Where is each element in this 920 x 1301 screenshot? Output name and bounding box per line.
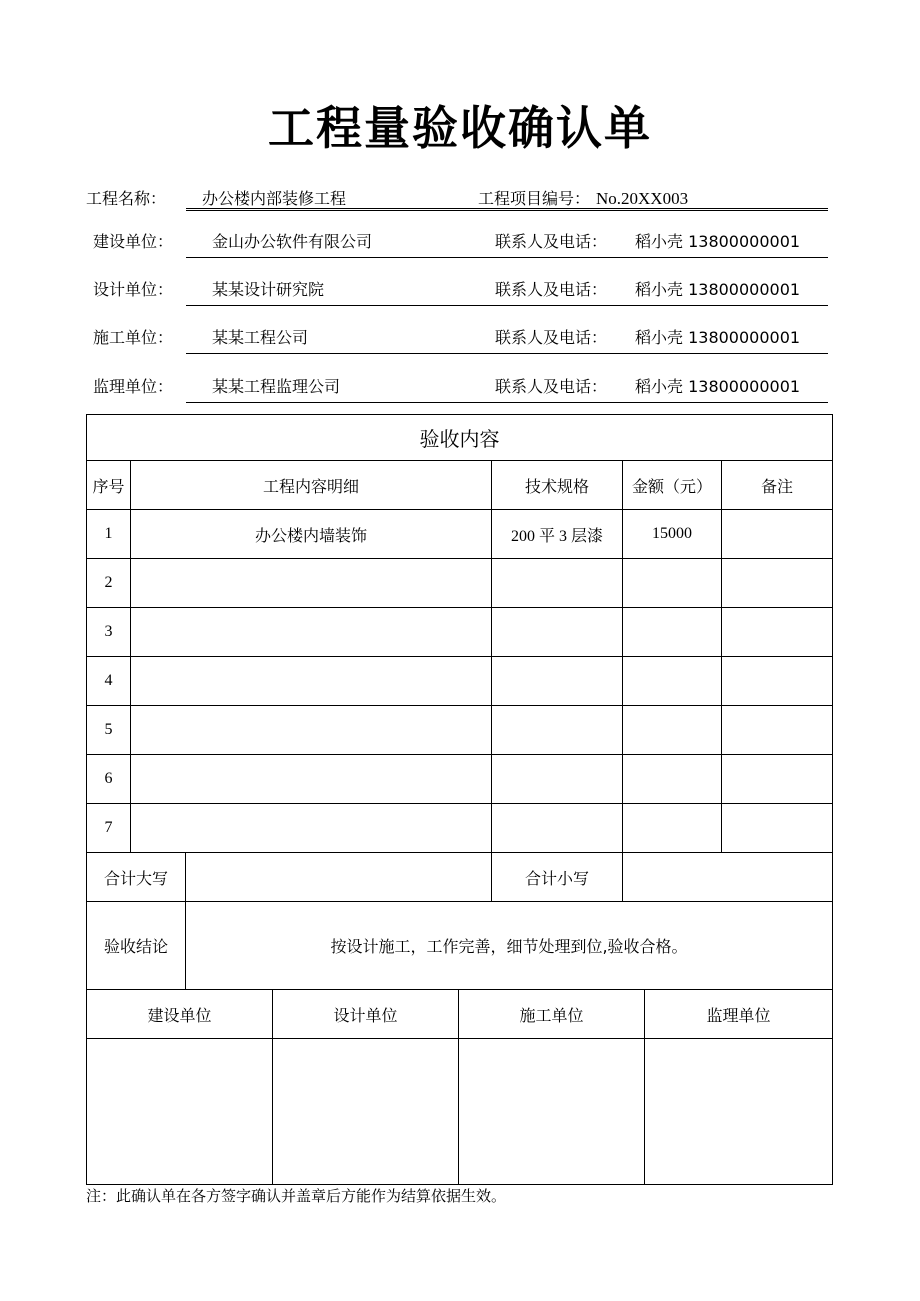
table-row — [87, 706, 833, 755]
row-remark[interactable] — [722, 608, 833, 657]
row-spec[interactable]: 200 平 3 层漆 — [492, 510, 623, 559]
row-remark[interactable] — [722, 510, 833, 559]
row-remark[interactable] — [722, 657, 833, 706]
row-detail[interactable] — [131, 755, 492, 804]
total-row — [87, 853, 833, 902]
row-detail[interactable] — [131, 706, 492, 755]
sign-header-supervision: 监理单位 — [645, 990, 833, 1039]
table-row — [87, 510, 833, 559]
project-info-row — [86, 175, 828, 211]
table-row — [87, 755, 833, 804]
header-amount: 金额（元） — [623, 461, 722, 510]
sign-box-builder[interactable] — [459, 1039, 645, 1185]
contact-value: 稻小壳 13800000001 — [635, 280, 801, 299]
contact-value: 稻小壳 13800000001 — [635, 377, 801, 396]
underline — [186, 353, 828, 354]
unit-value: 金山办公软件有限公司 — [212, 232, 373, 251]
row-amount[interactable] — [623, 559, 722, 608]
row-no: 7 — [87, 804, 131, 853]
row-no: 2 — [87, 559, 131, 608]
underline — [186, 208, 828, 211]
sign-box-supervision[interactable] — [645, 1039, 833, 1185]
unit-row-construction — [86, 222, 828, 258]
table-row — [87, 657, 833, 706]
row-remark[interactable] — [722, 559, 833, 608]
section-title: 验收内容 — [87, 415, 833, 461]
row-amount[interactable] — [623, 706, 722, 755]
row-detail[interactable] — [131, 657, 492, 706]
unit-label: 设计单位： — [93, 280, 174, 299]
row-amount[interactable] — [623, 755, 722, 804]
unit-value: 某某工程监理公司 — [212, 377, 341, 396]
total-lower-label: 合计小写 — [492, 853, 623, 902]
unit-value: 某某工程公司 — [212, 328, 309, 347]
total-lower-value[interactable] — [623, 853, 833, 902]
row-spec[interactable] — [492, 706, 623, 755]
header-remark: 备注 — [722, 461, 833, 510]
contact-value: 稻小壳 13800000001 — [635, 232, 801, 251]
header-detail: 工程内容明细 — [131, 461, 492, 510]
row-no: 3 — [87, 608, 131, 657]
row-detail[interactable] — [131, 804, 492, 853]
row-spec[interactable] — [492, 755, 623, 804]
sign-box-construction[interactable] — [87, 1039, 273, 1185]
table-row — [87, 804, 833, 853]
table-row — [87, 608, 833, 657]
total-upper-value[interactable] — [186, 853, 492, 902]
row-no: 4 — [87, 657, 131, 706]
row-remark[interactable] — [722, 755, 833, 804]
row-spec[interactable] — [492, 804, 623, 853]
header-row — [87, 461, 833, 510]
row-detail[interactable] — [131, 608, 492, 657]
row-no: 6 — [87, 755, 131, 804]
row-amount[interactable] — [623, 657, 722, 706]
signature-body-row — [87, 1039, 833, 1185]
sign-header-builder: 施工单位 — [459, 990, 645, 1039]
project-code-value: No.20XX003 — [596, 189, 689, 208]
sign-header-design: 设计单位 — [273, 990, 459, 1039]
underline — [186, 257, 828, 258]
row-remark[interactable] — [722, 804, 833, 853]
row-spec[interactable] — [492, 657, 623, 706]
acceptance-table — [86, 414, 833, 990]
project-code-label: 工程项目编号： — [478, 189, 591, 208]
conclusion-row — [87, 902, 833, 990]
row-no: 1 — [87, 510, 131, 559]
project-name-value: 办公楼内部装修工程 — [202, 189, 347, 208]
total-upper-label: 合计大写 — [87, 853, 186, 902]
contact-label: 联系人及电话： — [495, 280, 608, 299]
page-title: 工程量验收确认单 — [268, 101, 652, 155]
unit-row-supervision — [86, 367, 828, 403]
table-row — [87, 559, 833, 608]
footnote: 注：此确认单在各方签字确认并盖章后方能作为结算依据生效。 — [86, 1187, 507, 1205]
section-title-row — [87, 415, 833, 461]
contact-value: 稻小壳 13800000001 — [635, 328, 801, 347]
underline — [186, 402, 828, 403]
header-spec: 技术规格 — [492, 461, 623, 510]
signature-table — [86, 989, 833, 1185]
unit-row-builder — [86, 318, 828, 354]
project-name-label: 工程名称： — [86, 189, 167, 208]
unit-label: 建设单位： — [93, 232, 174, 251]
unit-label: 施工单位： — [93, 328, 174, 347]
row-remark[interactable] — [722, 706, 833, 755]
sign-header-construction: 建设单位 — [87, 990, 273, 1039]
row-amount[interactable] — [623, 804, 722, 853]
underline — [186, 305, 828, 306]
sign-box-design[interactable] — [273, 1039, 459, 1185]
unit-value: 某某设计研究院 — [212, 280, 325, 299]
unit-label: 监理单位： — [93, 377, 174, 396]
row-spec[interactable] — [492, 559, 623, 608]
signature-header-row — [87, 990, 833, 1039]
row-detail[interactable] — [131, 559, 492, 608]
conclusion-label: 验收结论 — [87, 902, 186, 990]
row-amount[interactable] — [623, 608, 722, 657]
contact-label: 联系人及电话： — [495, 232, 608, 251]
conclusion-value[interactable]: 按设计施工，工作完善，细节处理到位,验收合格。 — [186, 902, 833, 990]
unit-row-design — [86, 270, 828, 306]
header-no: 序号 — [87, 461, 131, 510]
row-spec[interactable] — [492, 608, 623, 657]
row-amount[interactable]: 15000 — [623, 510, 722, 559]
row-no: 5 — [87, 706, 131, 755]
contact-label: 联系人及电话： — [495, 377, 608, 396]
row-detail[interactable]: 办公楼内墙装饰 — [131, 510, 492, 559]
contact-label: 联系人及电话： — [495, 328, 608, 347]
